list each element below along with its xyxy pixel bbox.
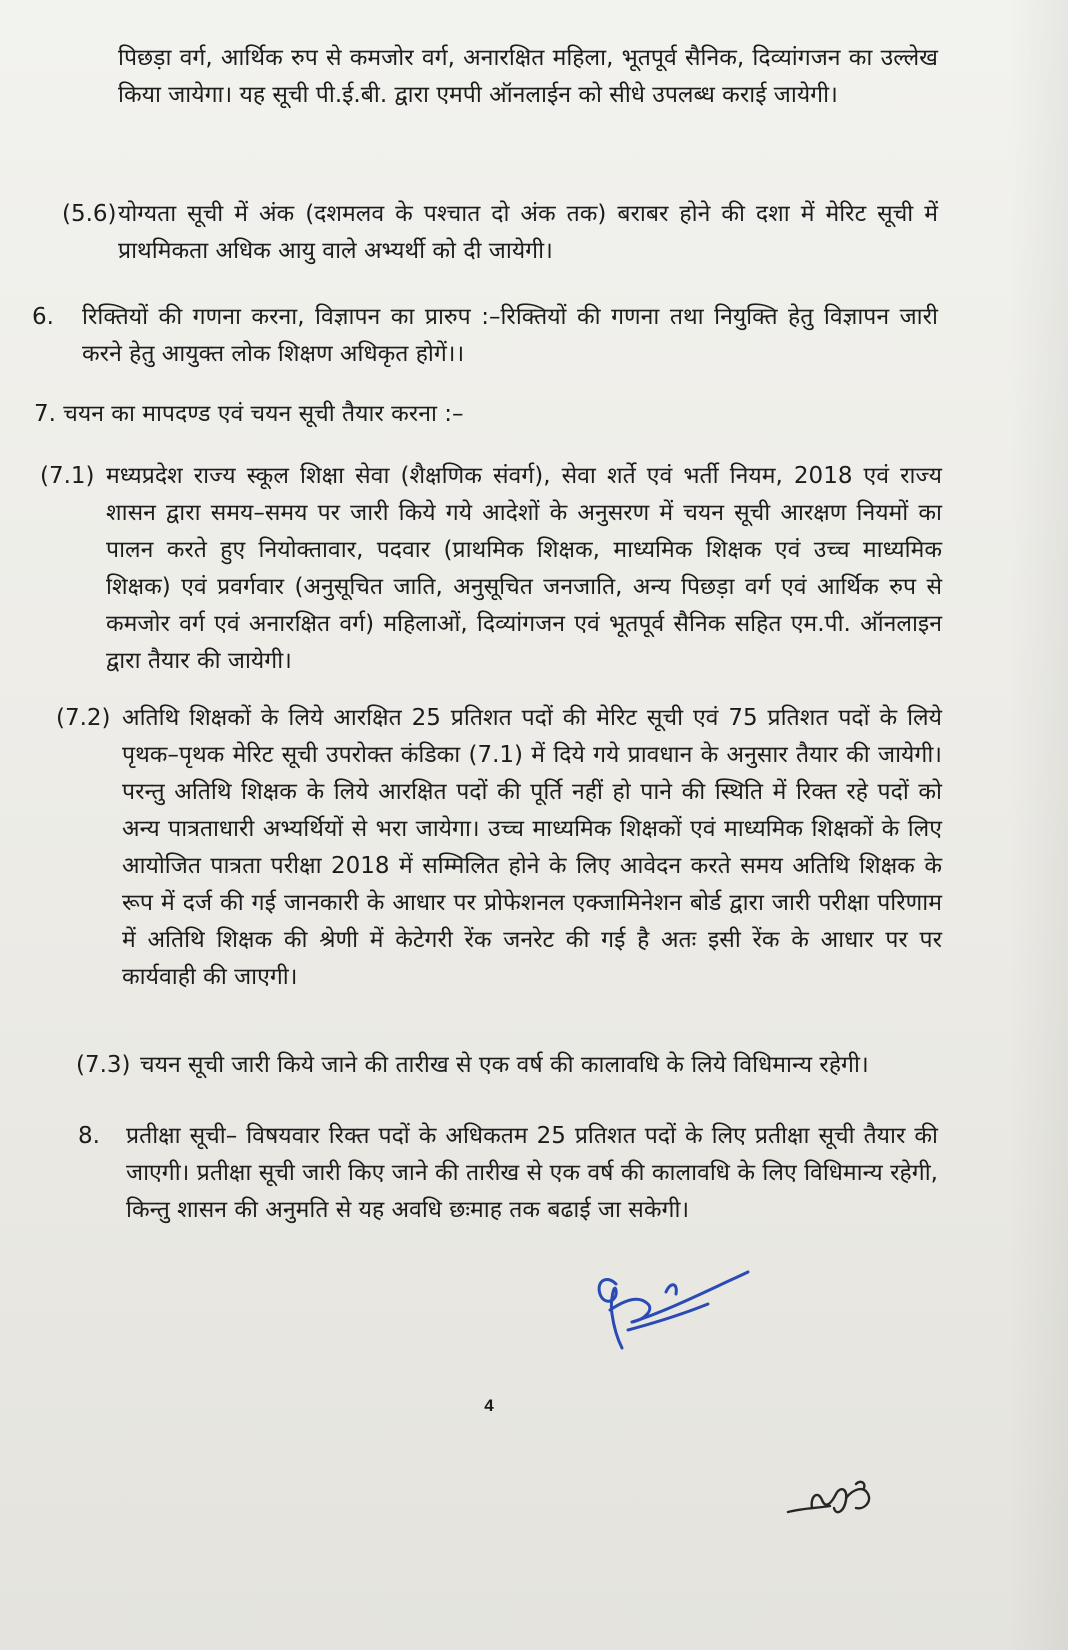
section-text: रिक्तियों की गणना करना, विज्ञापन का प्रारुप :–रिक्तियों की गणना तथा नियुक्ति हेतु विज्ञापन जारी करने हेतु आयुक्त लोक शिक्षण अधिकृत होगें।। [82, 304, 938, 367]
page-number: 4 [484, 1396, 494, 1415]
clause-number: (7.2) [56, 705, 111, 731]
clause-5-6 [0, 196, 1068, 270]
paragraph-text: पिछड़ा वर्ग, आर्थिक रुप से कमजोर वर्ग, अनारक्षित महिला, भूतपूर्व सैनिक, दिव्यांगजन का उल्लेख किया जायेगा। यह सूची पी.ई.बी. द्वारा एमपी ऑनलाईन को सीधे उपलब्ध कराई जायेगी। [118, 45, 938, 108]
section-text: प्रतीक्षा सूची– विषयवार रिक्त पदों के अधिकतम 25 प्रतिशत पदों के लिए प्रतीक्षा सूची तैयार की जाएगी। प्रतीक्षा सूची जारी किए जाने की तारीख से एक वर्ष की कालावधि के लिए विधिमान्य रहेगी, किन्तु शासन की अनुमति से यह अवधि छःमाह तक बढाई जा सकेगी। [126, 1123, 938, 1223]
clause-text: चयन सूची जारी किये जाने की तारीख से एक वर्ष की कालावधि के लिये विधिमान्य रहेगी। [140, 1052, 869, 1078]
section-8 [0, 1118, 1068, 1229]
clause-number: (5.6) [62, 201, 117, 227]
clause-text: मध्यप्रदेश राज्य स्कूल शिक्षा सेवा (शैक्षणिक संवर्ग), सेवा शर्ते एवं भर्ती नियम, 2018 एवं राज्य शासन द्वारा समय–समय पर जारी किये गये आदेशों के अनुसरण में चयन सूची आरक्षण नियमों का पालन करते हुए नियोक्तावार, पदवार (प्राथमिक शिक्षक, माध्यमिक शिक्षक एवं उच्च माध्यमिक शिक्षक) एवं प्रवर्गवार (अनुसूचित जाति, अनुसूचित जनजाति, अन्य पिछड़ा वर्ग एवं आर्थिक रुप से कमजोर वर्ग एवं अनारक्षित वर्ग) महिलाओं, दिव्यांगजन एवं भूतपूर्व सैनिक सहित एम.पी. ऑनलाइन द्वारा तैयार की जायेगी। [106, 463, 942, 674]
clause-number: (7.3) [76, 1052, 131, 1078]
clause-text: अतिथि शिक्षकों के लिये आरक्षित 25 प्रतिशत पदों की मेरिट सूची एवं 75 प्रतिशत पदों के लिये पृथक–पृथक मेरिट सूची उपरोक्त कंडिका (7.1) में दिये गये प्रावधान के अनुसार तैयार की जायेगी। परन्तु अतिथि शिक्षक के लिये आरक्षित पदों की पूर्ति नहीं हो पाने की स्थिति में रिक्त रहे पदों को अन्य पात्रताधारी अभ्यर्थियों से भरा जायेगा। उच्च माध्यमिक शिक्षकों एवं माध्यमिक शिक्षकों के लिए आयोजित पात्रता परीक्षा 2018 में सम्मिलित होने के लिए आवेदन करते समय अतिथि शिक्षक के रूप में दर्ज की गई जानकारी के आधार पर प्रोफेशनल एक्जामिनेशन बोर्ड द्वारा जारी परीक्षा परिणाम में अतिथि शिक्षक की श्रेणी में केटेगरी रेंक जनरेट की गई है अतः इसी रेंक के आधार पर पर कार्यवाही की जाएगी। [122, 705, 942, 990]
signature-icon [588, 1252, 758, 1356]
clause-number: (7.1) [40, 463, 95, 489]
clause-7-2 [0, 700, 1068, 996]
section-6 [0, 299, 1068, 373]
section-number: 8. [78, 1123, 100, 1149]
section-7-heading [0, 396, 1068, 433]
section-number: 6. [32, 304, 54, 330]
clause-7-3 [0, 1047, 1068, 1084]
clause-text: योग्यता सूची में अंक (दशमलव के पश्चात दो अंक तक) बराबर होने की दशा में मेरिट सूची में प्राथमिकता अधिक आयु वाले अभ्यर्थी को दी जायेगी। [118, 201, 938, 264]
section-heading: 7. चयन का मापदण्ड एवं चयन सूची तैयार करना :– [34, 401, 464, 427]
clause-7-1 [0, 458, 1068, 680]
paragraph-continuation [0, 40, 1068, 114]
initials-icon [784, 1472, 884, 1532]
